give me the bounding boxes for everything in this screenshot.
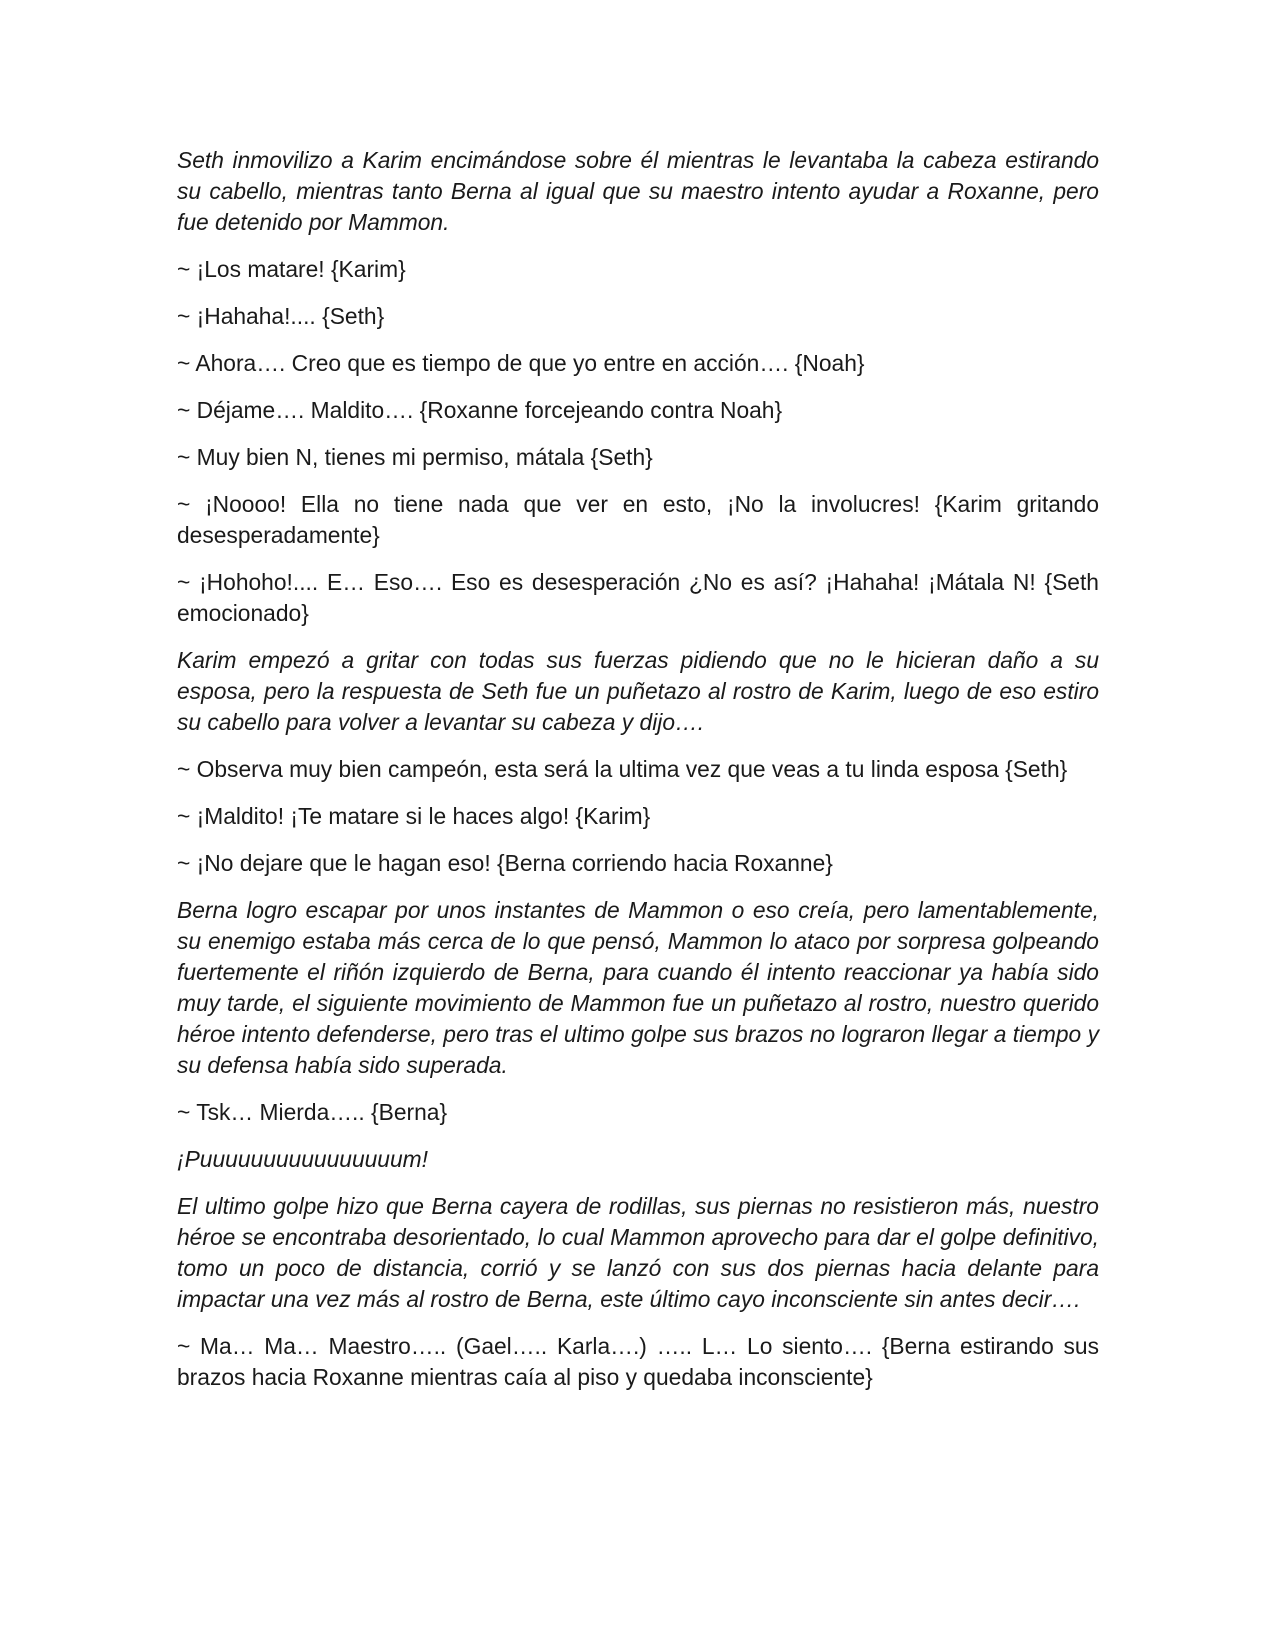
dialogue-line: ~ ¡Maldito! ¡Te matare si le haces algo! {Karim} (177, 803, 651, 829)
document-page (177, 145, 1099, 1409)
narration-paragraph: Karim empezó a gritar con todas sus fuerzas pidiendo que no le hicieran daño a su esposa, pero la respuesta de Seth fue un puñetazo al rostro de Karim, luego de eso estiro su cabello para volver a levantar su cabeza y dijo…. (177, 647, 1099, 735)
dialogue-line: ~ ¡Los matare! {Karim} (177, 256, 406, 282)
dialogue-line: ~ ¡No dejare que le hagan eso! {Berna corriendo hacia Roxanne} (177, 850, 833, 876)
dialogue-line: ~ ¡Hohoho!.... E… Eso…. Eso es desesperación ¿No es así? ¡Hahaha! ¡Mátala N! {Seth emocionado} (177, 569, 1099, 626)
dialogue-line: ~ ¡Hahaha!.... {Seth} (177, 303, 385, 329)
dialogue-line: ~ Déjame…. Maldito…. {Roxanne forcejeando contra Noah} (177, 397, 783, 423)
sound-effect: ¡Puuuuuuuuuuuuuuuum! (177, 1146, 428, 1172)
narration-paragraph: Seth inmovilizo a Karim encimándose sobre él mientras le levantaba la cabeza estirando su cabello, mientras tanto Berna al igual que su maestro intento ayudar a Roxanne, pero fue detenido por Mammon. (177, 147, 1099, 235)
dialogue-line: ~ Ahora…. Creo que es tiempo de que yo entre en acción…. {Noah} (177, 350, 865, 376)
narration-paragraph: El ultimo golpe hizo que Berna cayera de rodillas, sus piernas no resistieron más, nuestro héroe se encontraba desorientado, lo cual Mammon aprovecho para dar el golpe definitivo, tomo un poco de distancia, corrió y se lanzó con sus dos piernas hacia delante para impactar una vez más al rostro de Berna, este último cayo inconsciente sin antes decir…. (177, 1193, 1099, 1312)
narration-paragraph: Berna logro escapar por unos instantes de Mammon o eso creía, pero lamentablemente, su enemigo estaba más cerca de lo que pensó, Mammon lo ataco por sorpresa golpeando fuertemente el riñón izquierdo de Berna, para cuando él intento reaccionar ya había sido muy tarde, el siguiente movimiento de Mammon fue un puñetazo al rostro, nuestro querido héroe intento defenderse, pero tras el ultimo golpe sus brazos no lograron llegar a tiempo y su defensa había sido superada. (177, 897, 1099, 1078)
dialogue-line: ~ ¡Noooo! Ella no tiene nada que ver en esto, ¡No la involucres! {Karim gritando desesperadamente} (177, 491, 1099, 548)
dialogue-line: ~ Muy bien N, tienes mi permiso, mátala {Seth} (177, 444, 653, 470)
dialogue-line: ~ Tsk… Mierda….. {Berna} (177, 1099, 448, 1125)
dialogue-line: ~ Ma… Ma… Maestro….. (Gael….. Karla….) ….. L… Lo siento…. {Berna estirando sus brazos hacia Roxanne mientras caía al piso y quedaba inconsciente} (177, 1333, 1099, 1390)
dialogue-line: ~ Observa muy bien campeón, esta será la ultima vez que veas a tu linda esposa {Seth} (177, 756, 1068, 782)
